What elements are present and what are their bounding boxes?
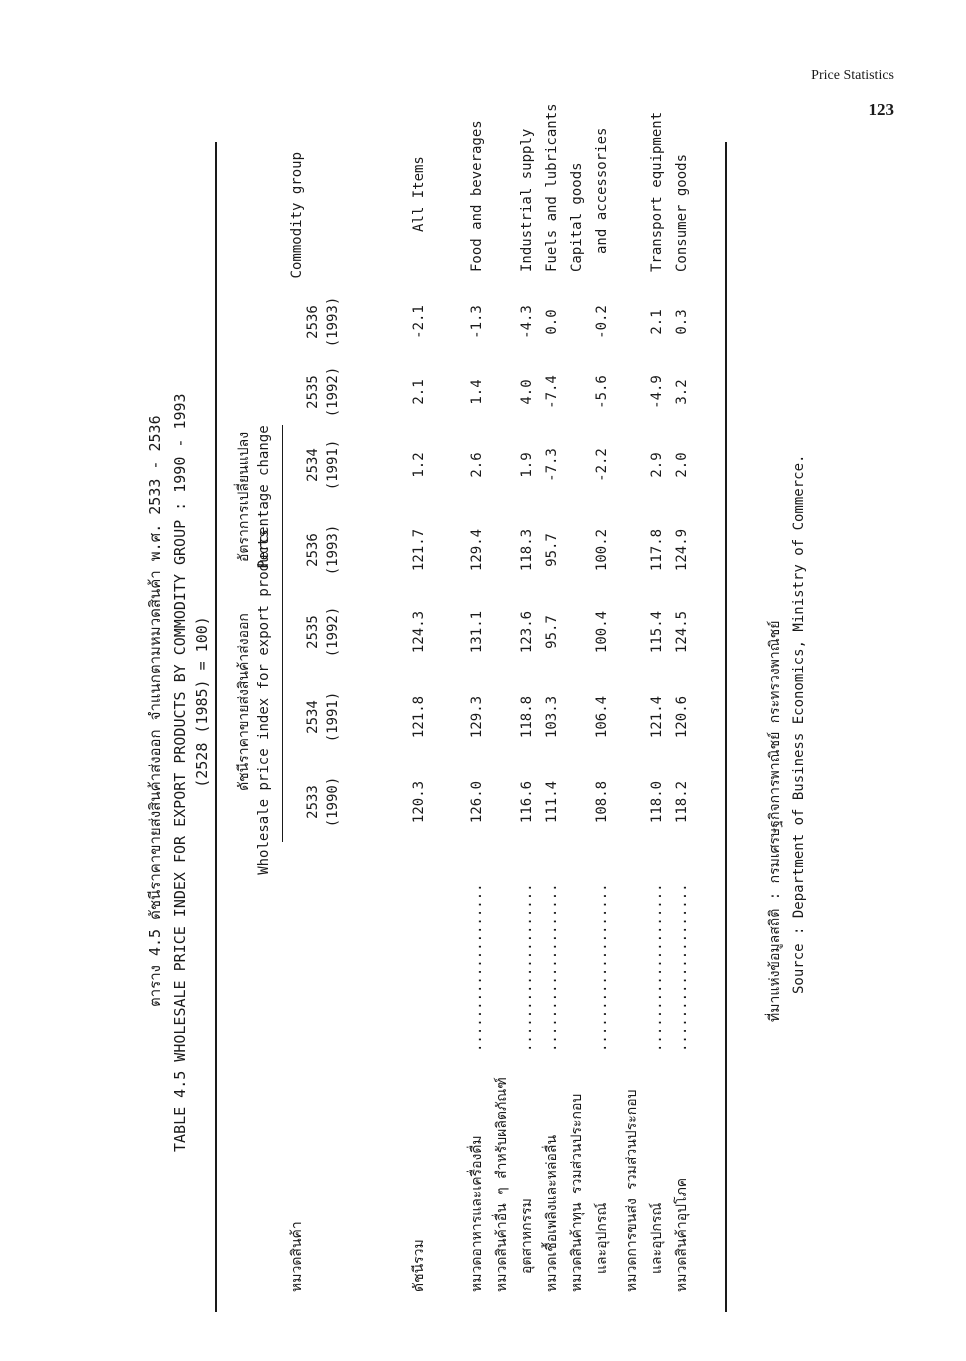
table-base: (2528 (1985) = 100) [193, 616, 211, 788]
table-cell: 124.5 [674, 610, 690, 654]
table-cell: -2.1 [411, 305, 427, 339]
change-year-be: 2534 [305, 448, 321, 482]
table-title-thai: ตาราง 4.5 ดัชนีราคาขายส่งสินค้าส่งออก จำแนกตามหมวดสินค้า พ.ศ. 2533 - 2536 [146, 415, 164, 1007]
table-cell: 131.1 [469, 610, 485, 654]
row-label-thai: หมวดอาหารและเครื่องดื่ม [469, 1135, 485, 1292]
table-cell: -2.2 [594, 448, 610, 482]
table-cell: -7.3 [544, 448, 560, 482]
row-leader-dots: .................... [519, 883, 535, 1052]
row-label-en: Consumer goods [674, 153, 690, 272]
index-year-be: 2535 [305, 615, 321, 649]
table-cell: 2.0 [674, 452, 690, 478]
stub-head-thai: หมวดสินค้า [289, 1221, 305, 1292]
rotated-table-block [140, 103, 830, 1312]
row-label-thai-cont: และอุปกรณ์ [649, 1202, 665, 1274]
index-group-thai: ดัชนีราคาขายส่งสินค้าส่งออก [236, 613, 252, 791]
table-cell: 124.3 [411, 610, 427, 654]
stub-head-en: Commodity group [289, 152, 305, 279]
index-year-ce: (1991) [325, 691, 341, 743]
row-leader-dots: .................... [544, 883, 560, 1052]
row-label-thai: หมวดเชื้อเพลิงและหล่อลื่น [544, 1134, 560, 1292]
table-cell: 116.6 [519, 780, 535, 824]
table-cell: 3.2 [674, 379, 690, 405]
table-cell: -7.4 [544, 375, 560, 409]
index-year-ce: (1993) [325, 524, 341, 576]
change-year-be: 2536 [305, 305, 321, 339]
table-cell: 121.8 [411, 695, 427, 739]
row-label-en: Transport equipment [649, 111, 665, 272]
row-label-thai: หมวดการขนส่ง รวมส่วนประกอบ [624, 1089, 640, 1292]
table-cell: 129.4 [469, 528, 485, 572]
table-cell: -4.3 [519, 305, 535, 339]
table-cell: 120.6 [674, 695, 690, 739]
row-label-en: Food and beverages [469, 120, 485, 272]
row-leader-dots: .................... [594, 883, 610, 1052]
table-cell: 115.4 [649, 610, 665, 654]
change-group-thai: อัตราการเปลี่ยนแปลง [236, 431, 252, 563]
change-year-ce: (1991) [325, 439, 341, 491]
row-label-en: Capital goods [569, 162, 585, 272]
table-cell: 2.1 [649, 309, 665, 335]
table-cell: 4.0 [519, 379, 535, 405]
table-cell: 118.3 [519, 528, 535, 572]
index-year-be: 2536 [305, 533, 321, 567]
change-year-ce: (1992) [325, 366, 341, 418]
table-cell: 124.9 [674, 528, 690, 572]
index-year-ce: (1992) [325, 606, 341, 658]
table-cell: 126.0 [469, 780, 485, 824]
table-cell: 123.6 [519, 610, 535, 654]
table-cell: 106.4 [594, 695, 610, 739]
row-label-thai: หมวดสินค้าอื่น ๆ สำหรับผลิตภัณฑ์ [494, 1077, 510, 1292]
table-cell: 108.8 [594, 780, 610, 824]
page-number: 123 [868, 100, 894, 119]
table-cell: 2.9 [649, 452, 665, 478]
table-cell: -4.9 [649, 375, 665, 409]
table-cell: -0.2 [594, 305, 610, 339]
table-cell: 0.3 [674, 309, 690, 335]
table-cell: 121.4 [649, 695, 665, 739]
table-cell: 120.3 [411, 780, 427, 824]
table-cell: 95.7 [544, 615, 560, 649]
row-label-thai: หมวดสินค้าอุปโภค [674, 1177, 690, 1292]
running-header: Price Statistics [811, 68, 894, 83]
change-group-en: Percentage change [256, 425, 272, 569]
table-cell: 118.8 [519, 695, 535, 739]
table-cell: 118.2 [674, 780, 690, 824]
table-cell: 0.0 [544, 309, 560, 335]
row-leader-dots: .................... [674, 883, 690, 1052]
table-cell: 2.6 [469, 452, 485, 478]
table-cell: 103.3 [544, 695, 560, 739]
table-cell: -5.6 [594, 375, 610, 409]
table-cell: 95.7 [544, 533, 560, 567]
table-cell: 117.8 [649, 528, 665, 572]
index-year-be: 2534 [305, 700, 321, 734]
row-label-en: Fuels and lubricants [544, 103, 560, 272]
row-label-thai-cont: อุตสาหกรรม [519, 1198, 535, 1274]
row-leader-dots: .................... [649, 883, 665, 1052]
row-label-en: All Items [411, 156, 427, 232]
index-year-be: 2533 [305, 785, 321, 819]
table-cell: 129.3 [469, 695, 485, 739]
change-group-rule [282, 425, 283, 620]
row-label-en: Industrial supply [519, 128, 535, 272]
table-cell: 121.7 [411, 528, 427, 572]
top-rule [215, 142, 217, 1312]
table-cell: 1.2 [411, 452, 427, 478]
table-cell: 100.2 [594, 528, 610, 572]
row-label-en-cont: and accessories [594, 127, 610, 254]
table-cell: 1.9 [519, 452, 535, 478]
index-year-ce: (1990) [325, 776, 341, 828]
table-cell: 100.4 [594, 610, 610, 654]
row-label-thai: หมวดสินค้าทุน รวมส่วนประกอบ [569, 1093, 585, 1292]
table-cell: 111.4 [544, 780, 560, 824]
change-year-be: 2535 [305, 375, 321, 409]
table-cell: 2.1 [411, 379, 427, 405]
table-cell: 1.4 [469, 379, 485, 405]
source-thai: ที่มาแห่งข้อมูลสถิติ : กรมเศรษฐกิจการพาณิชย์ กระทรวงพาณิชย์ [767, 620, 783, 1022]
row-label-thai-cont: และอุปกรณ์ [594, 1202, 610, 1274]
change-year-ce: (1993) [325, 296, 341, 348]
index-group-en: Wholesale price index for export products [256, 529, 272, 875]
bottom-rule [725, 142, 727, 1312]
table-title-en: TABLE 4.5 WHOLESALE PRICE INDEX FOR EXPORT PRODUCTS BY COMMODITY GROUP : 1990 - 1993 [171, 393, 189, 1152]
table-cell: -1.3 [469, 305, 485, 339]
row-label-thai: ดัชนีรวม [411, 1239, 427, 1292]
table-cell: 118.0 [649, 780, 665, 824]
source-en: Source : Department of Business Economics, Ministry of Commerce. [791, 454, 807, 994]
row-leader-dots: .................... [469, 883, 485, 1052]
